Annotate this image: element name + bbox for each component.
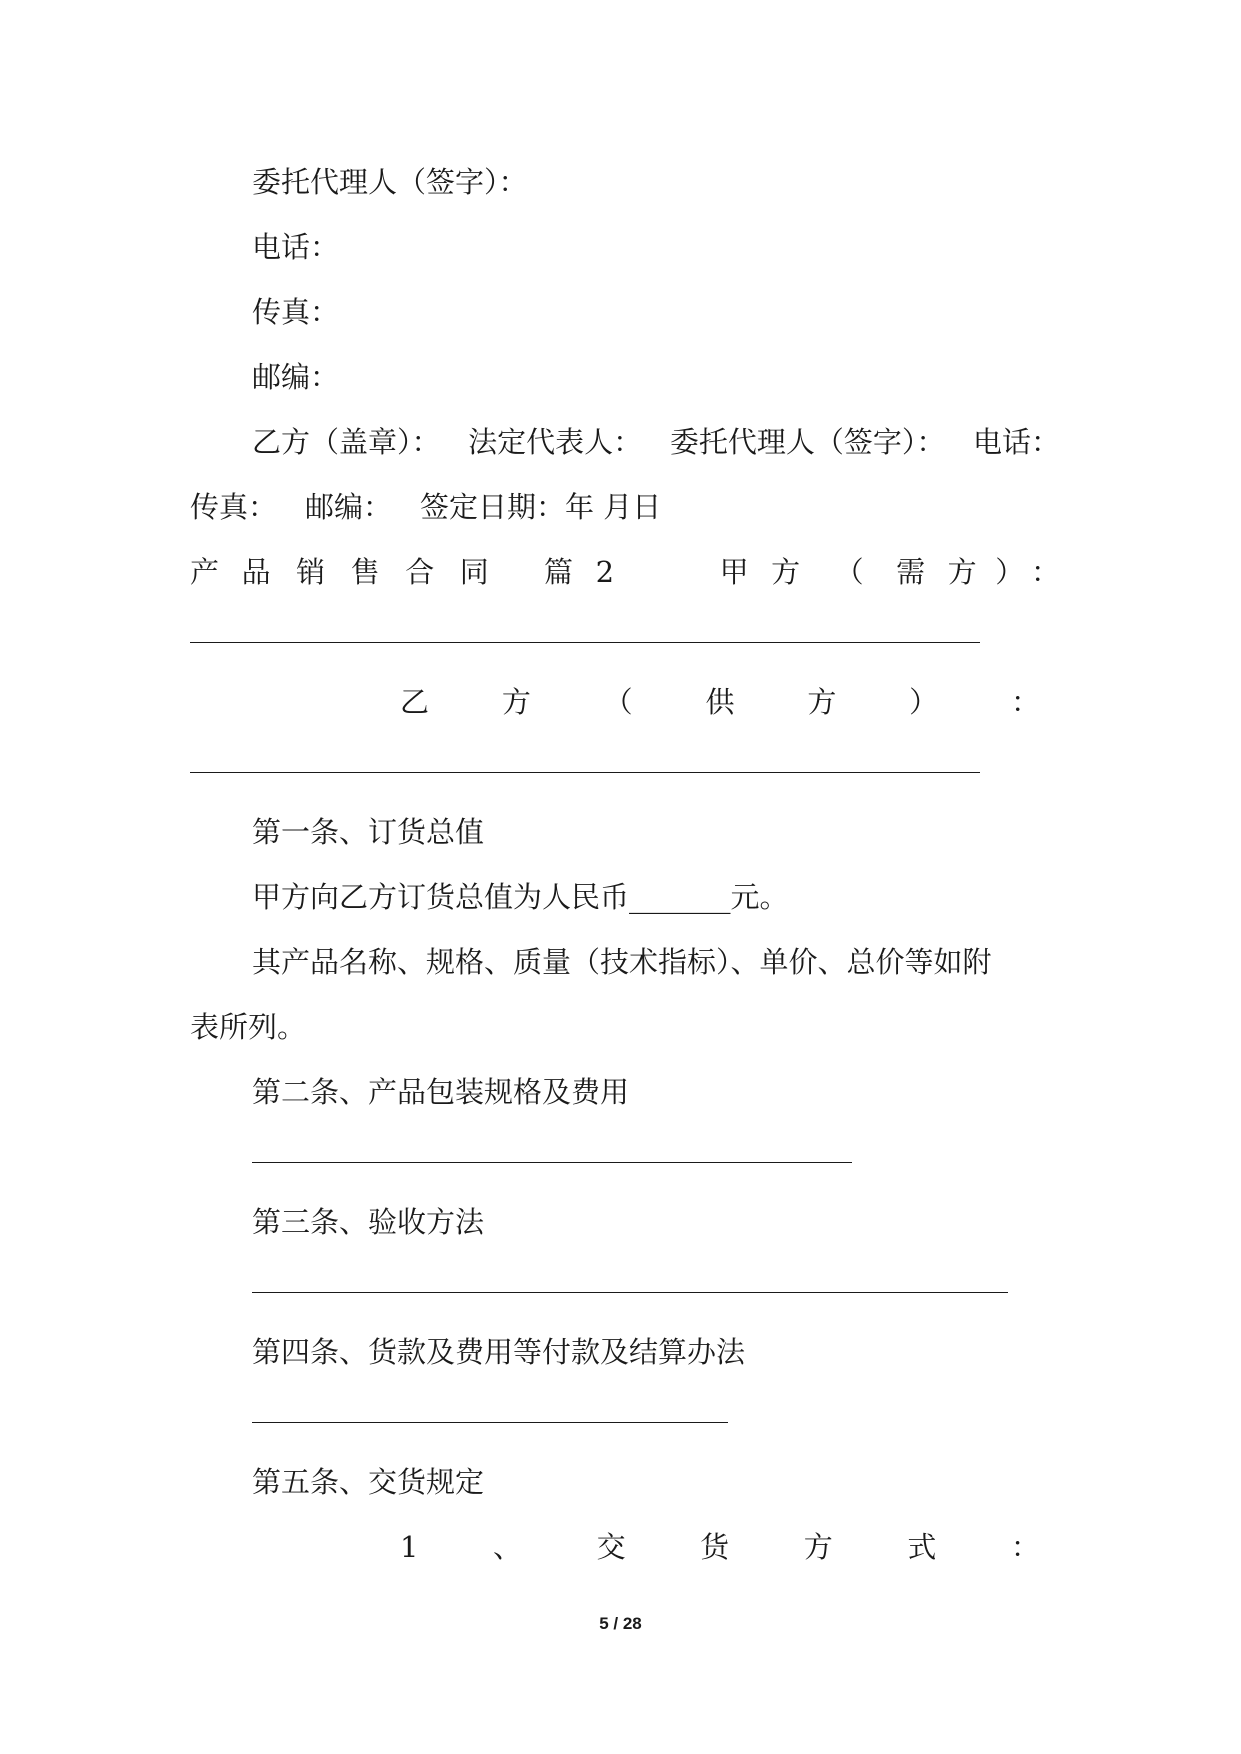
title-char: 方 [771, 555, 801, 589]
item-char: 交 [596, 1530, 626, 1564]
title-char: 同 [459, 555, 489, 589]
title-char: 需 [896, 555, 926, 589]
party-b-postcode-label: 邮编： [305, 490, 393, 524]
item-char: ： [1010, 1530, 1040, 1564]
title-char: （ [834, 555, 864, 589]
postcode-label: 邮编： [252, 360, 340, 394]
article-5-title: 第五条、交货规定 [252, 1465, 485, 1499]
page-number: 5 / 28 [599, 1614, 642, 1633]
title-char: 合 [405, 555, 435, 589]
party-b-fill-line [190, 772, 980, 773]
item-char: 货 [700, 1530, 730, 1564]
phone-label: 电话： [252, 230, 340, 264]
title-char: 售 [350, 555, 380, 589]
article-1-para-2-cont: 表所列。 [190, 1010, 307, 1044]
item-char: 1 [400, 1530, 419, 1564]
party-b-supplier-line [400, 682, 1040, 722]
title-char: 产 [190, 555, 220, 589]
article-3-title: 第三条、验收方法 [252, 1205, 485, 1239]
party-b-legal-rep-label: 法定代表人： [468, 425, 643, 459]
article-2-fill-line [252, 1162, 852, 1163]
article-4-fill-line [252, 1422, 728, 1423]
title-char: ： [1030, 555, 1060, 589]
supplier-char: 方 [807, 685, 837, 719]
article-1-para-1: 甲方向乙方订货总值为人民币_______元。 [252, 880, 789, 914]
article-1-para-2: 其产品名称、规格、质量（技术指标）、单价、总价等如附 [252, 945, 992, 979]
party-b-signature-line-2 [190, 487, 1060, 527]
party-b-agent-label: 委托代理人（签字）： [669, 425, 946, 459]
title-char: 2 [595, 555, 615, 589]
supplier-char: （ [603, 685, 633, 719]
party-b-seal-label: 乙方（盖章）： [252, 425, 441, 459]
party-b-fax-label: 传真： [190, 490, 278, 524]
contract-title-line [190, 552, 1060, 592]
signing-date-label: 签定日期：年 月日 [420, 490, 662, 524]
supplier-char: ） [909, 685, 939, 719]
article-5-item-1 [400, 1527, 1040, 1567]
item-char: 方 [803, 1530, 833, 1564]
fax-label: 传真： [252, 295, 340, 329]
title-char: 品 [241, 555, 271, 589]
party-a-fill-line [190, 642, 980, 643]
supplier-char: 方 [501, 685, 531, 719]
supplier-char: ： [1010, 685, 1040, 719]
article-1-title: 第一条、订货总值 [252, 815, 485, 849]
supplier-char: 供 [705, 685, 735, 719]
title-char: 篇 [544, 555, 574, 589]
title-char: 销 [296, 555, 326, 589]
title-char: 方 [947, 555, 977, 589]
article-3-fill-line [252, 1292, 1008, 1293]
party-b-signature-line [252, 422, 1060, 462]
title-char: ） [995, 555, 1025, 589]
article-2-title: 第二条、产品包装规格及费用 [252, 1075, 630, 1109]
supplier-char: 乙 [400, 685, 430, 719]
item-char: 式 [907, 1530, 937, 1564]
article-4-title: 第四条、货款及费用等付款及结算办法 [252, 1335, 746, 1369]
party-b-phone-label: 电话： [972, 425, 1060, 459]
title-char: 甲 [719, 555, 749, 589]
agent-signature-label: 委托代理人（签字）： [252, 165, 528, 199]
item-char: 、 [493, 1530, 523, 1564]
